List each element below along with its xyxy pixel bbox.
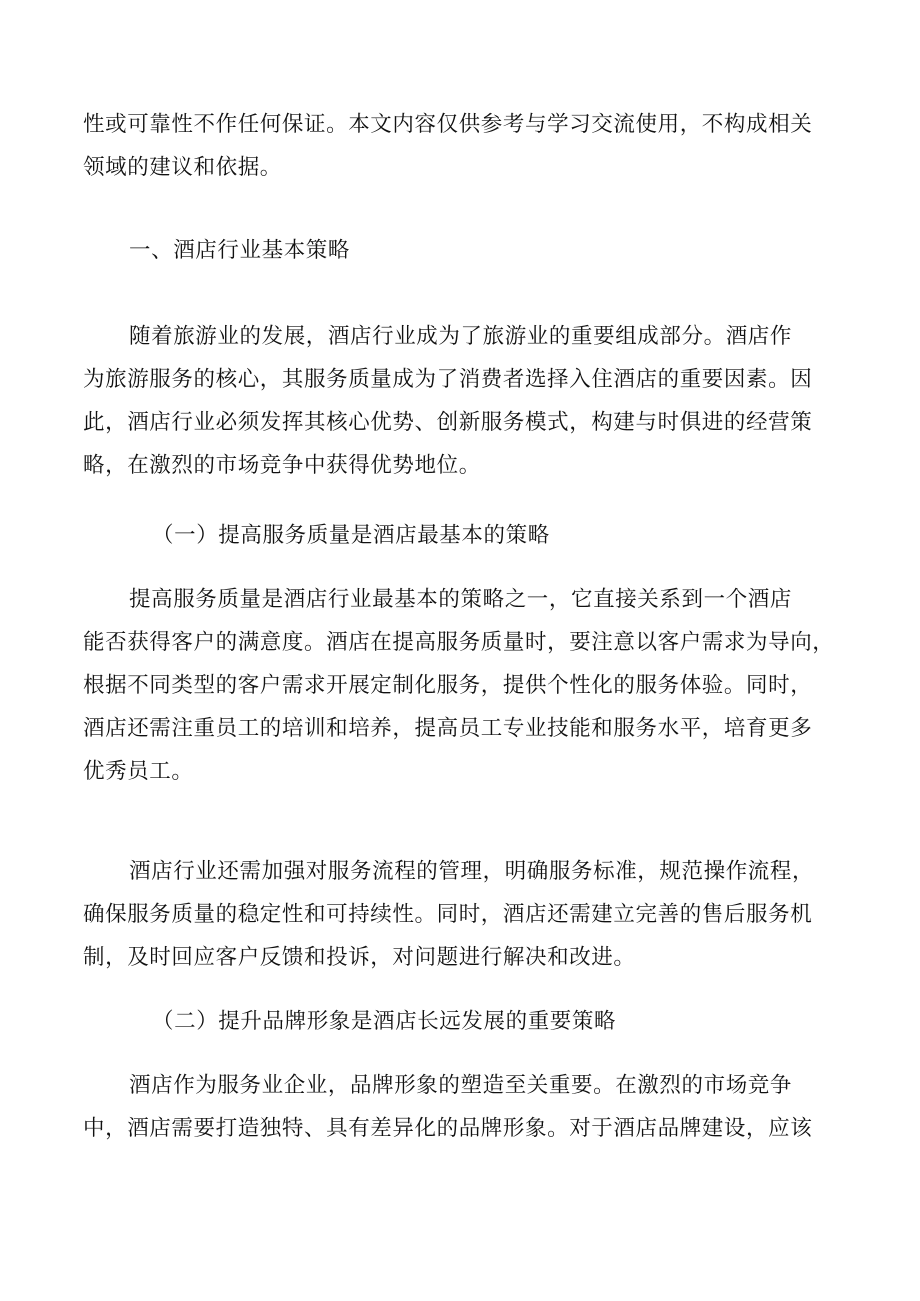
text-line: 根据不同类型的客户需求开展定制化服务，提供个性化的服务体验。同时， bbox=[83, 673, 813, 698]
subsection-heading-2: （二）提升品牌形象是酒店长远发展的重要策略 bbox=[152, 1009, 617, 1034]
text-line: 确保服务质量的稳定性和可持续性。同时，酒店还需建立完善的售后服务机 bbox=[83, 902, 813, 927]
paragraph-disclaimer bbox=[83, 103, 843, 189]
text-line: 随着旅游业的发展，酒店行业成为了旅游业的重要组成部分。酒店作 bbox=[129, 324, 793, 349]
text-line: 酒店行业还需加强对服务流程的管理，明确服务标准，规范操作流程， bbox=[129, 859, 815, 884]
text-line: 性或可靠性不作任何保证。本文内容仅供参考与学习交流使用，不构成相关 bbox=[83, 112, 813, 137]
text-line: 为旅游服务的核心，其服务质量成为了消费者选择入住酒店的重要因素。因 bbox=[83, 367, 813, 392]
paragraph-intro bbox=[83, 315, 843, 487]
paragraph-service-process bbox=[83, 850, 843, 979]
text-line: 酒店作为服务业企业，品牌形象的塑造至关重要。在激烈的市场竞争 bbox=[129, 1073, 793, 1098]
text-line: 酒店还需注重员工的培训和培养，提高员工专业技能和服务水平，培育更多 bbox=[83, 716, 813, 741]
text-line: 制，及时回应客户反馈和投诉，对问题进行解决和改进。 bbox=[83, 945, 636, 970]
text-line: 优秀员工。 bbox=[83, 759, 194, 784]
paragraph-service-quality bbox=[83, 578, 843, 793]
text-line: 此，酒店行业必须发挥其核心优势、创新服务模式，构建与时俱进的经营策 bbox=[83, 410, 813, 435]
section-heading-1: 一、酒店行业基本策略 bbox=[129, 238, 351, 263]
text-line: 中，酒店需要打造独特、具有差异化的品牌形象。对于酒店品牌建设，应该 bbox=[83, 1116, 813, 1141]
paragraph-brand-image bbox=[83, 1064, 843, 1150]
text-line: 领域的建议和依据。 bbox=[83, 155, 282, 180]
text-line: 能否获得客户的满意度。酒店在提高服务质量时，要注意以客户需求为导向， bbox=[83, 630, 835, 655]
subsection-heading-1: （一）提高服务质量是酒店最基本的策略 bbox=[152, 523, 550, 548]
text-line: 提高服务质量是酒店行业最基本的策略之一，它直接关系到一个酒店 bbox=[129, 587, 793, 612]
text-line: 略，在激烈的市场竞争中获得优势地位。 bbox=[83, 453, 481, 478]
